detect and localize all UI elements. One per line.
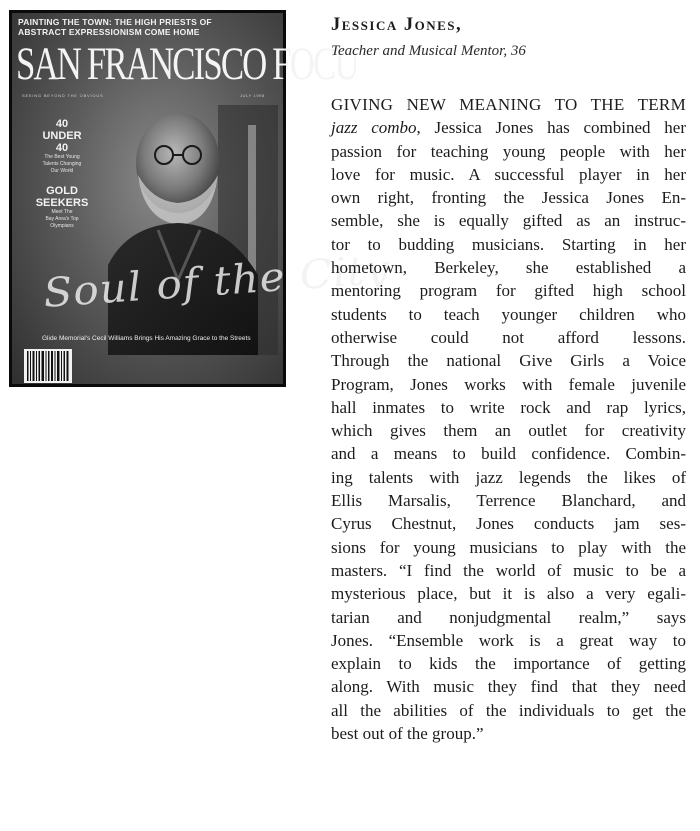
cover-caption: Glide Memorial's Cecil Williams Brings His Amazing Grace to the Streets (42, 335, 251, 342)
article-line-19: Cyrus Chestnut, Jones conducts jam ses- (331, 514, 686, 534)
article-line-16: and a means to build confidence. Combin- (331, 444, 686, 464)
article-line-14: hall inmates to write rock and rap lyrics, (331, 397, 686, 417)
article-line-6: semble, she is equally gifted as an instruc- (331, 211, 686, 231)
article-line-4: love for music. A successful player in her (331, 164, 686, 184)
article-italic-lead: jazz combo (331, 118, 417, 138)
article-line-18: Ellis Marsalis, Terrence Blanchard, and (331, 491, 686, 511)
article-subtitle: Teacher and Musical Mentor, 36 (331, 43, 526, 59)
cover-feature-1-line-3: 40 (55, 142, 69, 154)
article-line-25: explain to kids the importance of getting (331, 654, 686, 674)
cover-feature-2-line-1: GOLD (46, 185, 78, 197)
cover-topline-1: PAINTING THE TOWN: THE HIGH PRIESTS OF (18, 17, 212, 27)
cover-topline (18, 17, 280, 37)
article-line-22: mysterious place, but it is also a very egali- (331, 584, 686, 604)
cover-feature-1-sub-3: Our World (50, 168, 74, 174)
cover-feature-1-line-1: 40 (55, 118, 69, 130)
article-line-15: which gives them an outlet for creativity (331, 421, 686, 441)
article-line-23: tarian and nonjudgmental realm,” says (331, 607, 686, 627)
cover-feature-1-sub-1: The Best Young (44, 154, 80, 160)
cover-date: JULY 1998 (240, 93, 265, 98)
article-line-2 (331, 116, 686, 139)
cover-feature-2-sub-3: Olympians (50, 223, 74, 229)
article-line-17: ing talents with jazz legends the likes of (331, 467, 686, 487)
cover-tagline: SEEING BEYOND THE OBVIOUS (22, 93, 104, 98)
cover-script-title: Soul of the City (42, 246, 392, 317)
article-line-10: students to teach younger children who (331, 304, 686, 324)
cover-topline-2: ABSTRACT EXPRESSIONISM COME HOME (18, 27, 200, 37)
barcode-icon (24, 349, 72, 383)
article-line-11: otherwise could not afford lessons. (331, 327, 686, 347)
article-line-9: mentoring program for gifted high school (331, 281, 686, 301)
article-line-8: hometown, Berkeley, she established a (331, 258, 686, 278)
cover-masthead: SAN FRANCISCO FOCU (16, 38, 358, 90)
cover-portrait-photo (108, 105, 278, 355)
cover-feature-2-sub-2: Bay Area's Top (45, 216, 79, 222)
article-line-5: own right, fronting the Jessica Jones En- (331, 188, 686, 208)
article-headline: Jessica Jones, (331, 15, 463, 35)
article-line-1: GIVING NEW MEANING TO THE TERM (331, 95, 686, 114)
article-line-3: passion for teaching young people with her (331, 141, 686, 161)
article-line-28: best out of the group.” (331, 724, 484, 744)
article-line-12: Through the national Give Girls a Voice (331, 351, 686, 371)
article-line-20: sions for young musicians to play with the (331, 537, 686, 557)
article-body (331, 93, 686, 745)
article-line-27: all the abilities of the individuals to get the (331, 700, 686, 720)
article-line-7: tor to budding musicians. Starting in her (331, 234, 686, 254)
cover-feature-2-sub-1: Meet The (51, 209, 73, 215)
cover-feature-list (18, 118, 106, 230)
article-line-26: along. With music they find that they need (331, 677, 686, 697)
cover-feature-1-line-2: UNDER (42, 130, 82, 142)
cover-feature-1-sub-2: Talents Changing (42, 161, 82, 167)
cover-feature-2-line-2: SEEKERS (35, 197, 89, 209)
article-line-2-rest: , Jessica Jones has combined her (416, 118, 687, 138)
article-line-21: masters. “I find the world of music to be a (331, 560, 686, 580)
article-line-24: Jones. “Ensemble work is a great way to (331, 630, 686, 650)
article-line-13: Program, Jones works with female juvenile (331, 374, 686, 394)
